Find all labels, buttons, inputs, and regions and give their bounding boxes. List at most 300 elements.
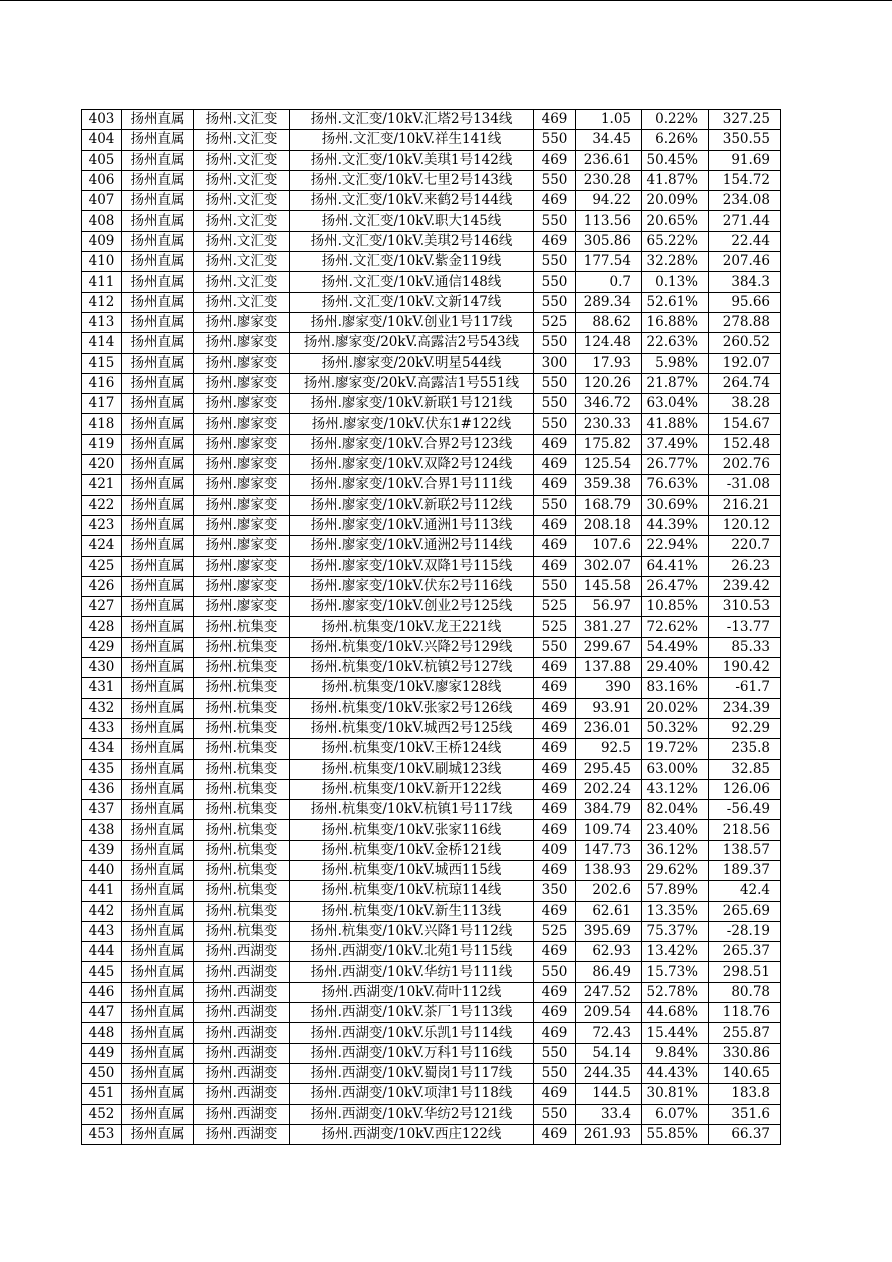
load-rate-cell: 41.87% bbox=[642, 170, 709, 190]
substation-cell: 扬州.廖家变 bbox=[194, 597, 290, 617]
load-rate-cell: 26.47% bbox=[642, 576, 709, 596]
table-row bbox=[82, 840, 781, 860]
capacity-cell: 469 bbox=[534, 191, 576, 211]
table-row bbox=[82, 353, 781, 373]
margin-cell: 298.51 bbox=[709, 962, 781, 982]
feeder-line-cell: 扬州.文汇变/10kV.汇塔2号134线 bbox=[290, 110, 534, 130]
load-rate-cell: 52.61% bbox=[642, 292, 709, 312]
row-index-cell: 408 bbox=[82, 211, 122, 231]
company-cell: 扬州直属 bbox=[122, 353, 194, 373]
capacity-cell: 550 bbox=[534, 252, 576, 272]
substation-cell: 扬州.杭集变 bbox=[194, 800, 290, 820]
load-cell: 94.22 bbox=[576, 191, 642, 211]
load-cell: 359.38 bbox=[576, 475, 642, 495]
feeder-line-cell: 扬州.杭集变/10kV.城西2号125线 bbox=[290, 718, 534, 738]
margin-cell: 154.67 bbox=[709, 414, 781, 434]
capacity-cell: 550 bbox=[534, 272, 576, 292]
capacity-cell: 469 bbox=[534, 779, 576, 799]
load-rate-cell: 5.98% bbox=[642, 353, 709, 373]
load-rate-cell: 83.16% bbox=[642, 678, 709, 698]
substation-cell: 扬州.西湖变 bbox=[194, 1043, 290, 1063]
capacity-cell: 469 bbox=[534, 1023, 576, 1043]
table-row bbox=[82, 1084, 781, 1104]
capacity-cell: 525 bbox=[534, 597, 576, 617]
table-row bbox=[82, 495, 781, 515]
load-rate-cell: 76.63% bbox=[642, 475, 709, 495]
capacity-cell: 469 bbox=[534, 556, 576, 576]
capacity-cell: 550 bbox=[534, 170, 576, 190]
load-rate-cell: 13.35% bbox=[642, 901, 709, 921]
row-index-cell: 422 bbox=[82, 495, 122, 515]
margin-cell: 278.88 bbox=[709, 312, 781, 332]
load-rate-cell: 50.32% bbox=[642, 718, 709, 738]
load-cell: 346.72 bbox=[576, 394, 642, 414]
load-rate-cell: 26.77% bbox=[642, 455, 709, 475]
capacity-cell: 469 bbox=[534, 475, 576, 495]
company-cell: 扬州直属 bbox=[122, 475, 194, 495]
table-row bbox=[82, 231, 781, 251]
company-cell: 扬州直属 bbox=[122, 1003, 194, 1023]
company-cell: 扬州直属 bbox=[122, 1043, 194, 1063]
substation-cell: 扬州.杭集变 bbox=[194, 617, 290, 637]
company-cell: 扬州直属 bbox=[122, 739, 194, 759]
table-row bbox=[82, 130, 781, 150]
load-rate-cell: 37.49% bbox=[642, 434, 709, 454]
capacity-cell: 469 bbox=[534, 800, 576, 820]
feeder-line-cell: 扬州.西湖变/10kV.华纺2号121线 bbox=[290, 1104, 534, 1124]
capacity-cell: 469 bbox=[534, 1124, 576, 1144]
margin-cell: 264.74 bbox=[709, 373, 781, 393]
table-row bbox=[82, 272, 781, 292]
feeder-line-cell: 扬州.廖家变/10kV.创业1号117线 bbox=[290, 312, 534, 332]
load-rate-cell: 44.68% bbox=[642, 1003, 709, 1023]
company-cell: 扬州直属 bbox=[122, 394, 194, 414]
table-row bbox=[82, 901, 781, 921]
table-row bbox=[82, 800, 781, 820]
margin-cell: 118.76 bbox=[709, 1003, 781, 1023]
feeder-line-cell: 扬州.杭集变/10kV.王桥124线 bbox=[290, 739, 534, 759]
feeder-line-cell: 扬州.廖家变/20kV.高露洁2号543线 bbox=[290, 333, 534, 353]
substation-cell: 扬州.文汇变 bbox=[194, 292, 290, 312]
substation-cell: 扬州.杭集变 bbox=[194, 658, 290, 678]
company-cell: 扬州直属 bbox=[122, 292, 194, 312]
row-index-cell: 406 bbox=[82, 170, 122, 190]
load-rate-cell: 82.04% bbox=[642, 800, 709, 820]
row-index-cell: 433 bbox=[82, 718, 122, 738]
capacity-cell: 469 bbox=[534, 515, 576, 535]
capacity-cell: 469 bbox=[534, 678, 576, 698]
feeder-line-cell: 扬州.廖家变/10kV.双降1号115线 bbox=[290, 556, 534, 576]
substation-cell: 扬州.廖家变 bbox=[194, 434, 290, 454]
margin-cell: 330.86 bbox=[709, 1043, 781, 1063]
margin-cell: 235.8 bbox=[709, 739, 781, 759]
substation-cell: 扬州.杭集变 bbox=[194, 718, 290, 738]
margin-cell: 22.44 bbox=[709, 231, 781, 251]
load-rate-cell: 20.09% bbox=[642, 191, 709, 211]
substation-cell: 扬州.西湖变 bbox=[194, 982, 290, 1002]
capacity-cell: 469 bbox=[534, 455, 576, 475]
load-cell: 145.58 bbox=[576, 576, 642, 596]
table-row bbox=[82, 191, 781, 211]
margin-cell: -31.08 bbox=[709, 475, 781, 495]
substation-cell: 扬州.文汇变 bbox=[194, 130, 290, 150]
load-rate-cell: 6.07% bbox=[642, 1104, 709, 1124]
margin-cell: 351.6 bbox=[709, 1104, 781, 1124]
company-cell: 扬州直属 bbox=[122, 272, 194, 292]
load-cell: 295.45 bbox=[576, 759, 642, 779]
load-cell: 305.86 bbox=[576, 231, 642, 251]
load-rate-cell: 44.43% bbox=[642, 1063, 709, 1083]
feeder-line-cell: 扬州.文汇变/10kV.美琪1号142线 bbox=[290, 150, 534, 170]
capacity-cell: 469 bbox=[534, 658, 576, 678]
load-rate-cell: 30.69% bbox=[642, 495, 709, 515]
margin-cell: 234.39 bbox=[709, 698, 781, 718]
load-rate-cell: 64.41% bbox=[642, 556, 709, 576]
load-cell: 107.6 bbox=[576, 536, 642, 556]
margin-cell: 140.65 bbox=[709, 1063, 781, 1083]
row-index-cell: 411 bbox=[82, 272, 122, 292]
table-body bbox=[82, 110, 781, 1145]
company-cell: 扬州直属 bbox=[122, 312, 194, 332]
feeder-line-cell: 扬州.西湖变/10kV.项津1号118线 bbox=[290, 1084, 534, 1104]
feeder-line-cell: 扬州.廖家变/10kV.伏东1#122线 bbox=[290, 414, 534, 434]
substation-cell: 扬州.杭集变 bbox=[194, 860, 290, 880]
load-cell: 86.49 bbox=[576, 962, 642, 982]
substation-cell: 扬州.西湖变 bbox=[194, 962, 290, 982]
load-cell: 381.27 bbox=[576, 617, 642, 637]
table-row bbox=[82, 556, 781, 576]
feeder-line-cell: 扬州.西湖变/10kV.茶厂1号113线 bbox=[290, 1003, 534, 1023]
row-index-cell: 439 bbox=[82, 840, 122, 860]
margin-cell: 265.37 bbox=[709, 942, 781, 962]
capacity-cell: 469 bbox=[534, 434, 576, 454]
load-rate-cell: 75.37% bbox=[642, 921, 709, 941]
load-cell: 208.18 bbox=[576, 515, 642, 535]
row-index-cell: 443 bbox=[82, 921, 122, 941]
load-cell: 302.07 bbox=[576, 556, 642, 576]
margin-cell: 234.08 bbox=[709, 191, 781, 211]
feeder-line-cell: 扬州.文汇变/10kV.文新147线 bbox=[290, 292, 534, 312]
table-row bbox=[82, 373, 781, 393]
table-row bbox=[82, 333, 781, 353]
table-row bbox=[82, 455, 781, 475]
row-index-cell: 410 bbox=[82, 252, 122, 272]
margin-cell: 384.3 bbox=[709, 272, 781, 292]
table-row bbox=[82, 1104, 781, 1124]
substation-cell: 扬州.廖家变 bbox=[194, 536, 290, 556]
row-index-cell: 404 bbox=[82, 130, 122, 150]
table-row bbox=[82, 1063, 781, 1083]
substation-cell: 扬州.文汇变 bbox=[194, 252, 290, 272]
substation-cell: 扬州.廖家变 bbox=[194, 556, 290, 576]
load-cell: 0.7 bbox=[576, 272, 642, 292]
capacity-cell: 550 bbox=[534, 1043, 576, 1063]
load-cell: 120.26 bbox=[576, 373, 642, 393]
load-cell: 395.69 bbox=[576, 921, 642, 941]
capacity-cell: 525 bbox=[534, 312, 576, 332]
feeder-line-cell: 扬州.文汇变/10kV.美琪2号146线 bbox=[290, 231, 534, 251]
capacity-cell: 469 bbox=[534, 901, 576, 921]
margin-cell: 350.55 bbox=[709, 130, 781, 150]
row-index-cell: 446 bbox=[82, 982, 122, 1002]
substation-cell: 扬州.杭集变 bbox=[194, 779, 290, 799]
table-row bbox=[82, 942, 781, 962]
margin-cell: 255.87 bbox=[709, 1023, 781, 1043]
capacity-cell: 550 bbox=[534, 130, 576, 150]
capacity-cell: 469 bbox=[534, 942, 576, 962]
capacity-cell: 525 bbox=[534, 617, 576, 637]
substation-cell: 扬州.廖家变 bbox=[194, 455, 290, 475]
margin-cell: 126.06 bbox=[709, 779, 781, 799]
substation-cell: 扬州.文汇变 bbox=[194, 231, 290, 251]
feeder-line-cell: 扬州.杭集变/10kV.杭镇1号117线 bbox=[290, 800, 534, 820]
load-rate-cell: 29.62% bbox=[642, 860, 709, 880]
feeder-line-cell: 扬州.廖家变/20kV.明星544线 bbox=[290, 353, 534, 373]
capacity-cell: 469 bbox=[534, 982, 576, 1002]
load-cell: 384.79 bbox=[576, 800, 642, 820]
margin-cell: 66.37 bbox=[709, 1124, 781, 1144]
substation-cell: 扬州.廖家变 bbox=[194, 495, 290, 515]
company-cell: 扬州直属 bbox=[122, 942, 194, 962]
load-rate-cell: 0.13% bbox=[642, 272, 709, 292]
substation-cell: 扬州.廖家变 bbox=[194, 475, 290, 495]
substation-cell: 扬州.文汇变 bbox=[194, 191, 290, 211]
load-rate-cell: 22.94% bbox=[642, 536, 709, 556]
row-index-cell: 453 bbox=[82, 1124, 122, 1144]
table-row bbox=[82, 698, 781, 718]
margin-cell: 189.37 bbox=[709, 860, 781, 880]
substation-cell: 扬州.杭集变 bbox=[194, 901, 290, 921]
table-row bbox=[82, 617, 781, 637]
row-index-cell: 403 bbox=[82, 110, 122, 130]
load-cell: 56.97 bbox=[576, 597, 642, 617]
substation-cell: 扬州.杭集变 bbox=[194, 881, 290, 901]
capacity-cell: 550 bbox=[534, 292, 576, 312]
margin-cell: 202.76 bbox=[709, 455, 781, 475]
substation-cell: 扬州.杭集变 bbox=[194, 637, 290, 657]
company-cell: 扬州直属 bbox=[122, 170, 194, 190]
load-rate-cell: 19.72% bbox=[642, 739, 709, 759]
load-rate-cell: 9.84% bbox=[642, 1043, 709, 1063]
company-cell: 扬州直属 bbox=[122, 252, 194, 272]
company-cell: 扬州直属 bbox=[122, 1104, 194, 1124]
capacity-cell: 469 bbox=[534, 759, 576, 779]
company-cell: 扬州直属 bbox=[122, 455, 194, 475]
row-index-cell: 442 bbox=[82, 901, 122, 921]
capacity-cell: 469 bbox=[534, 739, 576, 759]
capacity-cell: 550 bbox=[534, 211, 576, 231]
table-row bbox=[82, 394, 781, 414]
company-cell: 扬州直属 bbox=[122, 982, 194, 1002]
substation-cell: 扬州.杭集变 bbox=[194, 678, 290, 698]
feeder-line-cell: 扬州.杭集变/10kV.杭镇2号127线 bbox=[290, 658, 534, 678]
substation-cell: 扬州.杭集变 bbox=[194, 759, 290, 779]
table-row bbox=[82, 170, 781, 190]
table-row bbox=[82, 110, 781, 130]
load-cell: 33.4 bbox=[576, 1104, 642, 1124]
load-rate-cell: 20.65% bbox=[642, 211, 709, 231]
table-row bbox=[82, 637, 781, 657]
row-index-cell: 421 bbox=[82, 475, 122, 495]
load-cell: 175.82 bbox=[576, 434, 642, 454]
row-index-cell: 436 bbox=[82, 779, 122, 799]
substation-cell: 扬州.廖家变 bbox=[194, 414, 290, 434]
feeder-line-cell: 扬州.廖家变/10kV.通洲2号114线 bbox=[290, 536, 534, 556]
load-cell: 299.67 bbox=[576, 637, 642, 657]
table-row bbox=[82, 150, 781, 170]
feeder-line-cell: 扬州.杭集变/10kV.兴降2号129线 bbox=[290, 637, 534, 657]
capacity-cell: 550 bbox=[534, 414, 576, 434]
company-cell: 扬州直属 bbox=[122, 678, 194, 698]
margin-cell: 138.57 bbox=[709, 840, 781, 860]
company-cell: 扬州直属 bbox=[122, 860, 194, 880]
capacity-cell: 409 bbox=[534, 840, 576, 860]
feeder-line-cell: 扬州.廖家变/10kV.伏东2号116线 bbox=[290, 576, 534, 596]
load-cell: 113.56 bbox=[576, 211, 642, 231]
company-cell: 扬州直属 bbox=[122, 658, 194, 678]
company-cell: 扬州直属 bbox=[122, 637, 194, 657]
feeder-line-cell: 扬州.杭集变/10kV.新生113线 bbox=[290, 901, 534, 921]
table-row bbox=[82, 962, 781, 982]
table-row bbox=[82, 739, 781, 759]
row-index-cell: 425 bbox=[82, 556, 122, 576]
load-rate-cell: 44.39% bbox=[642, 515, 709, 535]
margin-cell: 183.8 bbox=[709, 1084, 781, 1104]
table-row bbox=[82, 434, 781, 454]
row-index-cell: 413 bbox=[82, 312, 122, 332]
company-cell: 扬州直属 bbox=[122, 840, 194, 860]
company-cell: 扬州直属 bbox=[122, 211, 194, 231]
load-cell: 144.5 bbox=[576, 1084, 642, 1104]
load-cell: 138.93 bbox=[576, 860, 642, 880]
capacity-cell: 469 bbox=[534, 231, 576, 251]
table-row bbox=[82, 536, 781, 556]
company-cell: 扬州直属 bbox=[122, 231, 194, 251]
load-rate-cell: 72.62% bbox=[642, 617, 709, 637]
row-index-cell: 419 bbox=[82, 434, 122, 454]
company-cell: 扬州直属 bbox=[122, 881, 194, 901]
feeder-line-cell: 扬州.杭集变/10kV.城西115线 bbox=[290, 860, 534, 880]
feeder-line-cell: 扬州.廖家变/10kV.通洲1号113线 bbox=[290, 515, 534, 535]
substation-cell: 扬州.廖家变 bbox=[194, 353, 290, 373]
row-index-cell: 441 bbox=[82, 881, 122, 901]
load-cell: 261.93 bbox=[576, 1124, 642, 1144]
margin-cell: 95.66 bbox=[709, 292, 781, 312]
capacity-cell: 300 bbox=[534, 353, 576, 373]
feeder-line-cell: 扬州.杭集变/10kV.廖家128线 bbox=[290, 678, 534, 698]
load-cell: 125.54 bbox=[576, 455, 642, 475]
load-rate-cell: 13.42% bbox=[642, 942, 709, 962]
load-cell: 17.93 bbox=[576, 353, 642, 373]
row-index-cell: 437 bbox=[82, 800, 122, 820]
row-index-cell: 420 bbox=[82, 455, 122, 475]
feeder-load-table bbox=[81, 109, 781, 1145]
row-index-cell: 435 bbox=[82, 759, 122, 779]
feeder-line-cell: 扬州.廖家变/10kV.新联2号112线 bbox=[290, 495, 534, 515]
load-cell: 72.43 bbox=[576, 1023, 642, 1043]
table-row bbox=[82, 1023, 781, 1043]
load-cell: 202.6 bbox=[576, 881, 642, 901]
load-cell: 88.62 bbox=[576, 312, 642, 332]
table-row bbox=[82, 211, 781, 231]
company-cell: 扬州直属 bbox=[122, 556, 194, 576]
row-index-cell: 412 bbox=[82, 292, 122, 312]
load-cell: 168.79 bbox=[576, 495, 642, 515]
company-cell: 扬州直属 bbox=[122, 150, 194, 170]
company-cell: 扬州直属 bbox=[122, 333, 194, 353]
substation-cell: 扬州.西湖变 bbox=[194, 1124, 290, 1144]
margin-cell: 310.53 bbox=[709, 597, 781, 617]
load-cell: 34.45 bbox=[576, 130, 642, 150]
margin-cell: 260.52 bbox=[709, 333, 781, 353]
load-rate-cell: 63.04% bbox=[642, 394, 709, 414]
margin-cell: 42.4 bbox=[709, 881, 781, 901]
feeder-line-cell: 扬州.廖家变/10kV.双降2号124线 bbox=[290, 455, 534, 475]
substation-cell: 扬州.西湖变 bbox=[194, 1084, 290, 1104]
substation-cell: 扬州.廖家变 bbox=[194, 333, 290, 353]
capacity-cell: 469 bbox=[534, 1084, 576, 1104]
substation-cell: 扬州.杭集变 bbox=[194, 739, 290, 759]
feeder-line-cell: 扬州.西湖变/10kV.乐凯1号114线 bbox=[290, 1023, 534, 1043]
company-cell: 扬州直属 bbox=[122, 901, 194, 921]
margin-cell: 154.72 bbox=[709, 170, 781, 190]
load-rate-cell: 54.49% bbox=[642, 637, 709, 657]
load-rate-cell: 65.22% bbox=[642, 231, 709, 251]
company-cell: 扬州直属 bbox=[122, 576, 194, 596]
load-cell: 62.61 bbox=[576, 901, 642, 921]
load-cell: 247.52 bbox=[576, 982, 642, 1002]
load-cell: 93.91 bbox=[576, 698, 642, 718]
load-rate-cell: 29.40% bbox=[642, 658, 709, 678]
table-row bbox=[82, 881, 781, 901]
company-cell: 扬州直属 bbox=[122, 434, 194, 454]
capacity-cell: 469 bbox=[534, 150, 576, 170]
row-index-cell: 440 bbox=[82, 860, 122, 880]
company-cell: 扬州直属 bbox=[122, 495, 194, 515]
margin-cell: -13.77 bbox=[709, 617, 781, 637]
capacity-cell: 550 bbox=[534, 1063, 576, 1083]
margin-cell: 32.85 bbox=[709, 759, 781, 779]
load-cell: 62.93 bbox=[576, 942, 642, 962]
table-row bbox=[82, 982, 781, 1002]
table-row bbox=[82, 1124, 781, 1144]
table-row bbox=[82, 921, 781, 941]
row-index-cell: 444 bbox=[82, 942, 122, 962]
load-rate-cell: 23.40% bbox=[642, 820, 709, 840]
substation-cell: 扬州.杭集变 bbox=[194, 921, 290, 941]
feeder-line-cell: 扬州.西湖变/10kV.西庄122线 bbox=[290, 1124, 534, 1144]
load-rate-cell: 6.26% bbox=[642, 130, 709, 150]
row-index-cell: 416 bbox=[82, 373, 122, 393]
capacity-cell: 469 bbox=[534, 718, 576, 738]
load-rate-cell: 52.78% bbox=[642, 982, 709, 1002]
capacity-cell: 469 bbox=[534, 1003, 576, 1023]
substation-cell: 扬州.杭集变 bbox=[194, 698, 290, 718]
row-index-cell: 451 bbox=[82, 1084, 122, 1104]
feeder-line-cell: 扬州.西湖变/10kV.华纺1号111线 bbox=[290, 962, 534, 982]
capacity-cell: 350 bbox=[534, 881, 576, 901]
margin-cell: 152.48 bbox=[709, 434, 781, 454]
company-cell: 扬州直属 bbox=[122, 1124, 194, 1144]
margin-cell: 271.44 bbox=[709, 211, 781, 231]
substation-cell: 扬州.文汇变 bbox=[194, 150, 290, 170]
capacity-cell: 525 bbox=[534, 921, 576, 941]
load-rate-cell: 63.00% bbox=[642, 759, 709, 779]
load-cell: 124.48 bbox=[576, 333, 642, 353]
table-row bbox=[82, 576, 781, 596]
load-rate-cell: 32.28% bbox=[642, 252, 709, 272]
feeder-line-cell: 扬州.廖家变/20kV.高露洁1号551线 bbox=[290, 373, 534, 393]
